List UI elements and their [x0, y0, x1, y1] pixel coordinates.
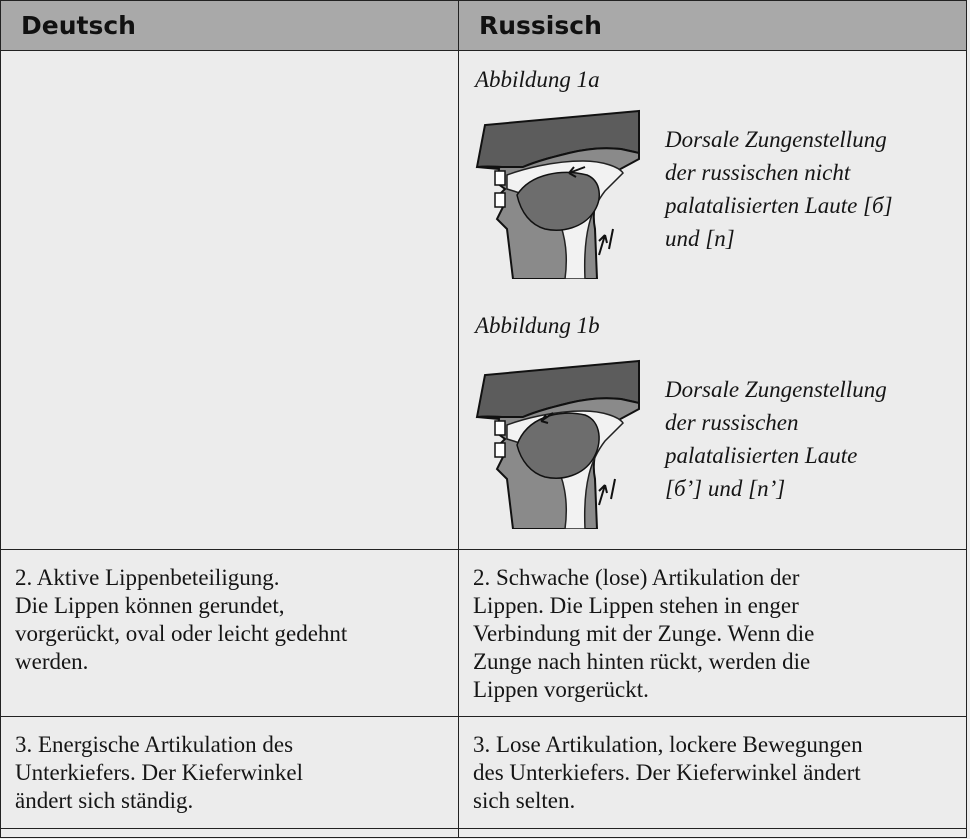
figure-1b-line: Dorsale Zungenstellung [665, 377, 887, 402]
text-line: Zunge nach hinten rückt, werden die [473, 649, 811, 674]
text-line: sich selten. [473, 788, 576, 813]
text-line: vorgerückt, oval oder leicht gedehnt [15, 621, 348, 646]
figures-cell [459, 51, 967, 550]
empty-cell [1, 829, 459, 838]
figure-1b-line: [б’] und [п’] [665, 476, 786, 501]
figure-1b-line: palatalisierten Laute [665, 443, 858, 468]
deutsch-cell [1, 550, 459, 717]
table-row [1, 550, 967, 717]
russisch-cell [459, 717, 967, 829]
text-line: Die Lippen können gerundet, [15, 593, 285, 618]
text-line: 3. Energische Artikulation des [15, 732, 294, 757]
figure-1b-caption: Abbildung 1b [475, 313, 600, 338]
figure-1a-caption: Abbildung 1a [475, 67, 600, 92]
table-row [1, 829, 967, 838]
empty-cell [459, 829, 967, 838]
deutsch-cell [1, 717, 459, 829]
text-line: Lippen. Die Lippen stehen in enger [473, 593, 799, 618]
text-line: Verbindung mit der Zunge. Wenn die [473, 621, 815, 646]
figure-1a-line: Dorsale Zungenstellung [665, 127, 887, 152]
text-line: werden. [15, 649, 89, 674]
russisch-cell [459, 550, 967, 717]
figure-1a-tongue-diagram [473, 109, 641, 279]
figure-1b-description [665, 373, 955, 505]
figure-1a-line: palatalisierten Laute [б] [665, 193, 893, 218]
header-row [1, 1, 967, 51]
figure-row [1, 51, 967, 550]
table-row [1, 717, 967, 829]
text-line: 2. Schwache (lose) Artikulation der [473, 565, 800, 590]
figure-1b-tongue-diagram [473, 359, 641, 529]
text-line: Unterkiefers. Der Kieferwinkel [15, 760, 304, 785]
figure-1b-line: der russischen [665, 410, 799, 435]
text-line: Lippen vorgerückt. [473, 677, 649, 702]
figure-1a-description [665, 123, 955, 255]
text-line: des Unterkiefers. Der Kieferwinkel ändert [473, 760, 861, 785]
header-deutsch: Deutsch [1, 1, 459, 51]
figure-1a-line: und [п] [665, 226, 735, 251]
text-line: 3. Lose Artikulation, lockere Bewegungen [473, 732, 863, 757]
header-russisch: Russisch [459, 1, 967, 51]
text-line: ändert sich ständig. [15, 788, 194, 813]
text-line: 2. Aktive Lippenbeteiligung. [15, 565, 280, 590]
empty-deutsch-cell [1, 51, 459, 550]
figure-1a-line: der russischen nicht [665, 160, 851, 185]
